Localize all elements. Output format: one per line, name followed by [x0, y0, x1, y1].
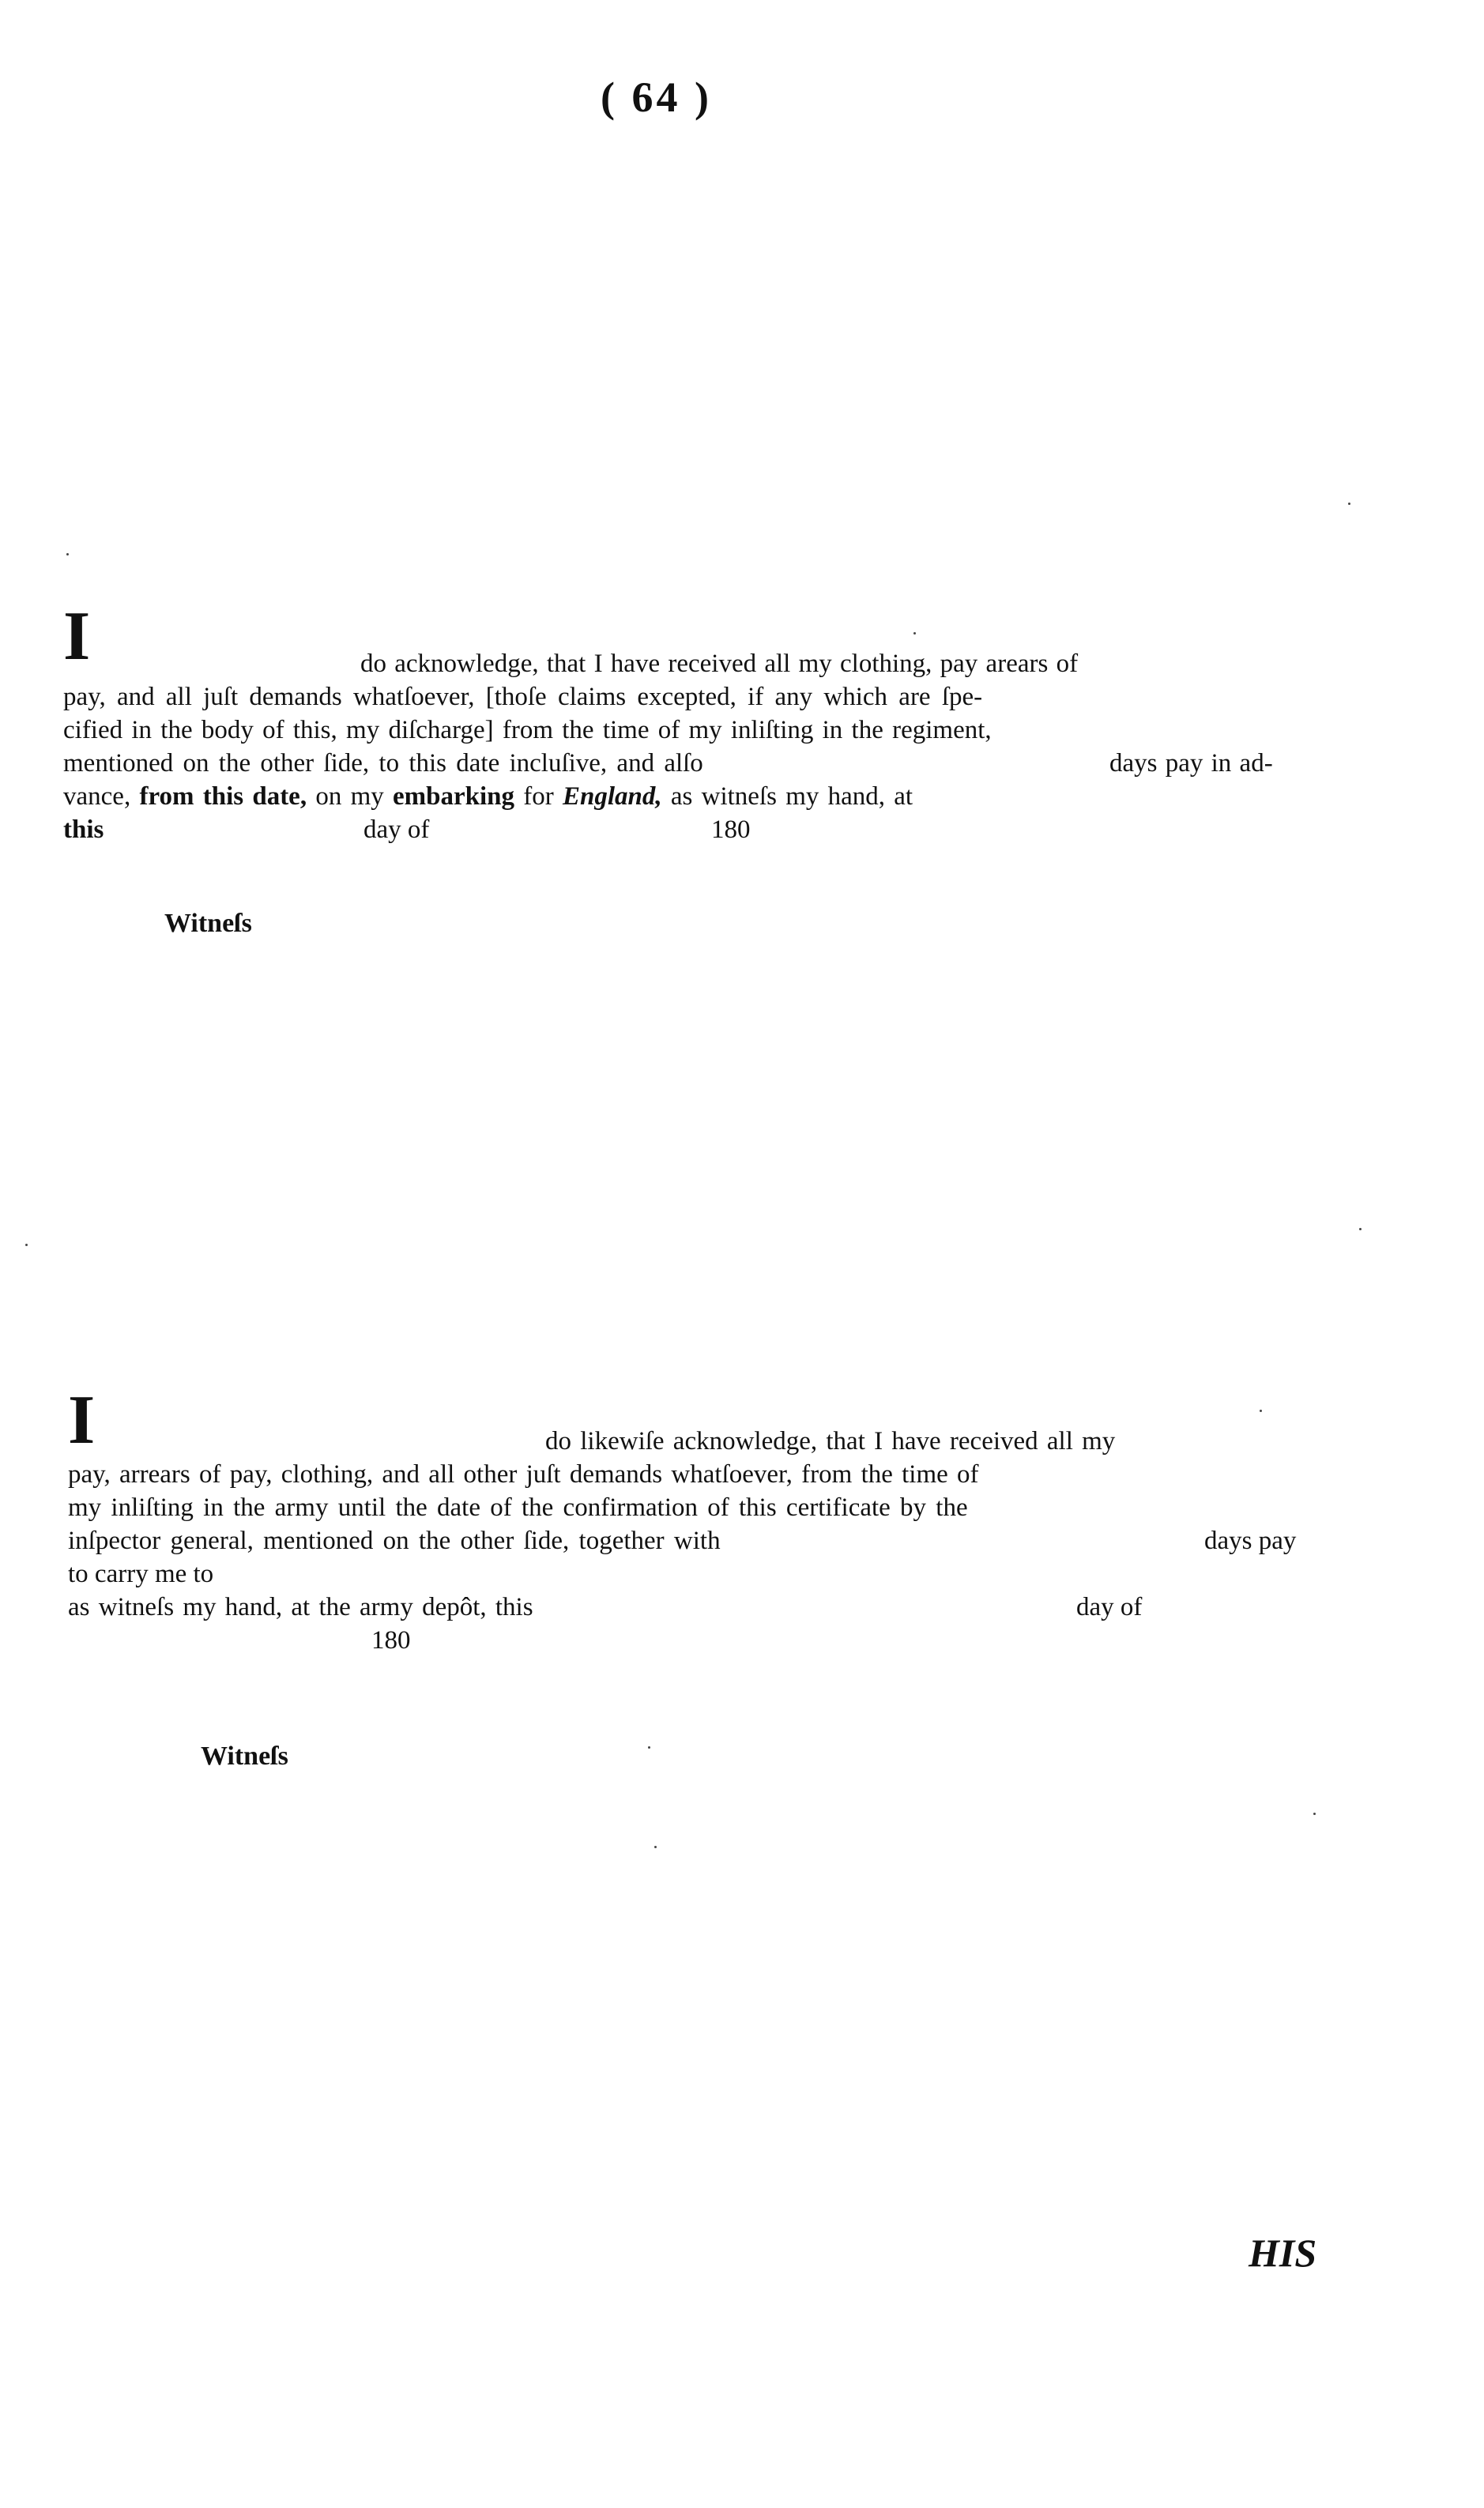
second-receipt-line-3: my inliſting in the army until the date of the confirmation of this certificate by the — [68, 1493, 968, 1522]
first-receipt-initial: I — [63, 598, 91, 675]
second-receipt-year: 180 — [371, 1626, 411, 1655]
first-receipt-witness: Witneſs — [164, 909, 252, 938]
second-receipt-line-2: pay, arrears of pay, clothing, and all other juſt demands whatſoever, from the time of — [68, 1460, 979, 1489]
second-receipt-day-of: day of — [1076, 1593, 1143, 1621]
first-receipt-line-5-e: for — [523, 782, 554, 811]
paper-speck — [654, 1846, 657, 1848]
first-receipt-line-5-d: embarking — [393, 782, 515, 811]
page-number: ( 64 ) — [601, 73, 712, 121]
second-receipt-line-4-text: inſpector general, mentioned on the other ſide, together with — [68, 1527, 721, 1555]
catchword: HIS — [1249, 2231, 1317, 2275]
first-receipt-year: 180 — [711, 815, 751, 844]
paper-speck — [1348, 503, 1350, 505]
first-receipt-line-5-c: on my — [315, 782, 384, 811]
second-receipt-line-1: do likewiſe acknowledge, that I have received all my — [545, 1427, 1116, 1455]
first-receipt-line-5-f: England, — [563, 782, 662, 811]
first-receipt-line-4-days: days pay in ad- — [1109, 749, 1273, 778]
first-receipt-line-5-a: vance, — [63, 782, 131, 811]
first-receipt-line-1: do acknowledge, that I have received all my clothing, pay arears of — [360, 650, 1079, 678]
paper-speck — [648, 1746, 650, 1749]
paper-speck — [913, 632, 916, 635]
first-receipt-day-of: day of — [363, 815, 430, 844]
paper-speck — [66, 553, 69, 555]
paper-speck — [1313, 1813, 1316, 1815]
second-receipt-line-4-days: days pay — [1204, 1527, 1297, 1555]
second-receipt-initial: I — [68, 1382, 96, 1459]
first-receipt-line-2: pay, and all juſt demands whatſoever, [thoſe claims excepted, if any which are ſpe- — [63, 683, 983, 711]
second-receipt-line-6-text: as witneſs my hand, at the army depôt, this — [68, 1593, 533, 1621]
second-receipt-witness: Witneſs — [201, 1742, 288, 1771]
first-receipt-line-4-text: mentioned on the other ſide, to this date incluſive, and alſo — [63, 749, 703, 778]
first-receipt-line-5-g: as witneſs my hand, at — [670, 782, 913, 811]
first-receipt-line-5-b: from this date, — [139, 782, 307, 811]
paper-speck — [1260, 1410, 1262, 1412]
paper-speck — [1359, 1228, 1362, 1230]
paper-speck — [25, 1244, 28, 1246]
first-receipt-this: this — [63, 815, 104, 844]
first-receipt-line-5 — [63, 784, 913, 810]
second-receipt-line-5: to carry me to — [68, 1560, 214, 1588]
first-receipt-line-3: cified in the body of this, my diſcharge] from the time of my inliſting in the regiment, — [63, 716, 992, 744]
